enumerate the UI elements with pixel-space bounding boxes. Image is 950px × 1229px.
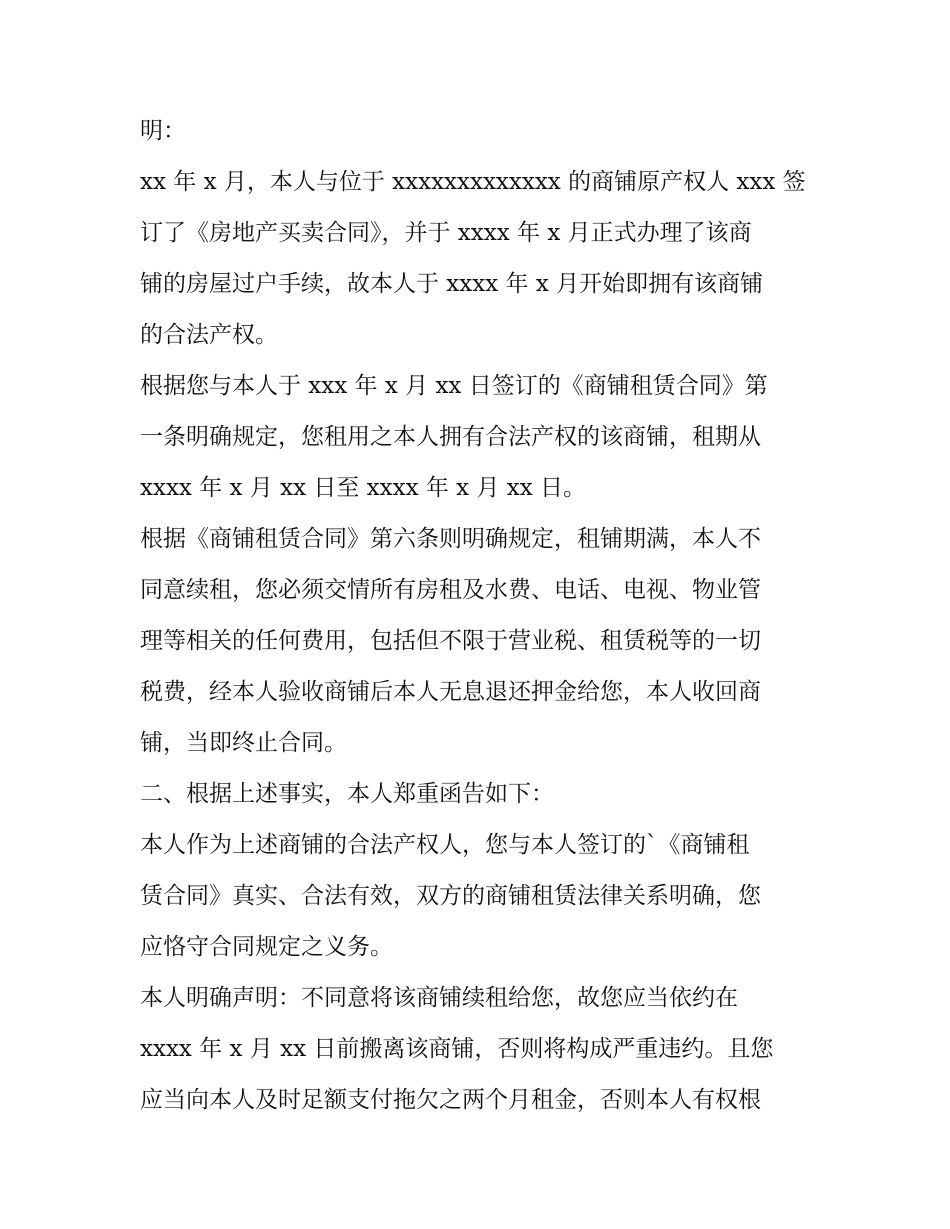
text-line: 明：: [140, 118, 186, 144]
text-line: 理等相关的任何费用，包括但不限于营业税、租赁税等的一切: [140, 628, 761, 654]
text-line: 订了《房地产买卖合同》，并于 xxxx 年 x 月正式办理了该商: [140, 220, 752, 246]
text-line: 同意续租，您必须交情所有房租及水费、电话、电视、物业管: [140, 577, 761, 603]
text-line: 本人明确声明：不同意将该商铺续租给您，故您应当依约在: [140, 985, 738, 1011]
text-line: 应恪守合同规定之义务。: [140, 934, 393, 960]
text-line: xx 年 x 月，本人与位于 xxxxxxxxxxxxx 的商铺原产权人 xxx 签: [140, 169, 806, 195]
text-line: 一条明确规定，您租用之本人拥有合法产权的该商铺，租期从: [140, 424, 761, 450]
text-line: 铺，当即终止合同。: [140, 730, 347, 756]
text-line: 本人作为上述商铺的合法产权人，您与本人签订的`《商铺租: [140, 832, 750, 858]
text-line: 铺的房屋过户手续，故本人于 xxxx 年 x 月开始即拥有该商铺: [140, 271, 764, 297]
text-line: xxxx 年 x 月 xx 日前搬离该商铺，否则将构成严重违约。且您: [140, 1036, 774, 1062]
section-heading: 二、根据上述事实，本人郑重函告如下：: [140, 781, 554, 807]
text-line: 赁合同》真实、合法有效，双方的商铺租赁法律关系明确，您: [140, 883, 761, 909]
document-body: [140, 106, 812, 1126]
text-line: 根据《商铺租赁合同》第六条则明确规定，租铺期满，本人不: [140, 526, 761, 552]
text-line: 应当向本人及时足额支付拖欠之两个月租金，否则本人有权根: [140, 1087, 761, 1113]
text-line: xxxx 年 x 月 xx 日至 xxxx 年 x 月 xx 日。: [140, 475, 587, 501]
text-line: 税费，经本人验收商铺后本人无息退还押金给您，本人收回商: [140, 679, 761, 705]
text-line: 根据您与本人于 xxx 年 x 月 xx 日签订的《商铺租赁合同》第: [140, 373, 768, 399]
text-line: 的合法产权。: [140, 322, 278, 348]
